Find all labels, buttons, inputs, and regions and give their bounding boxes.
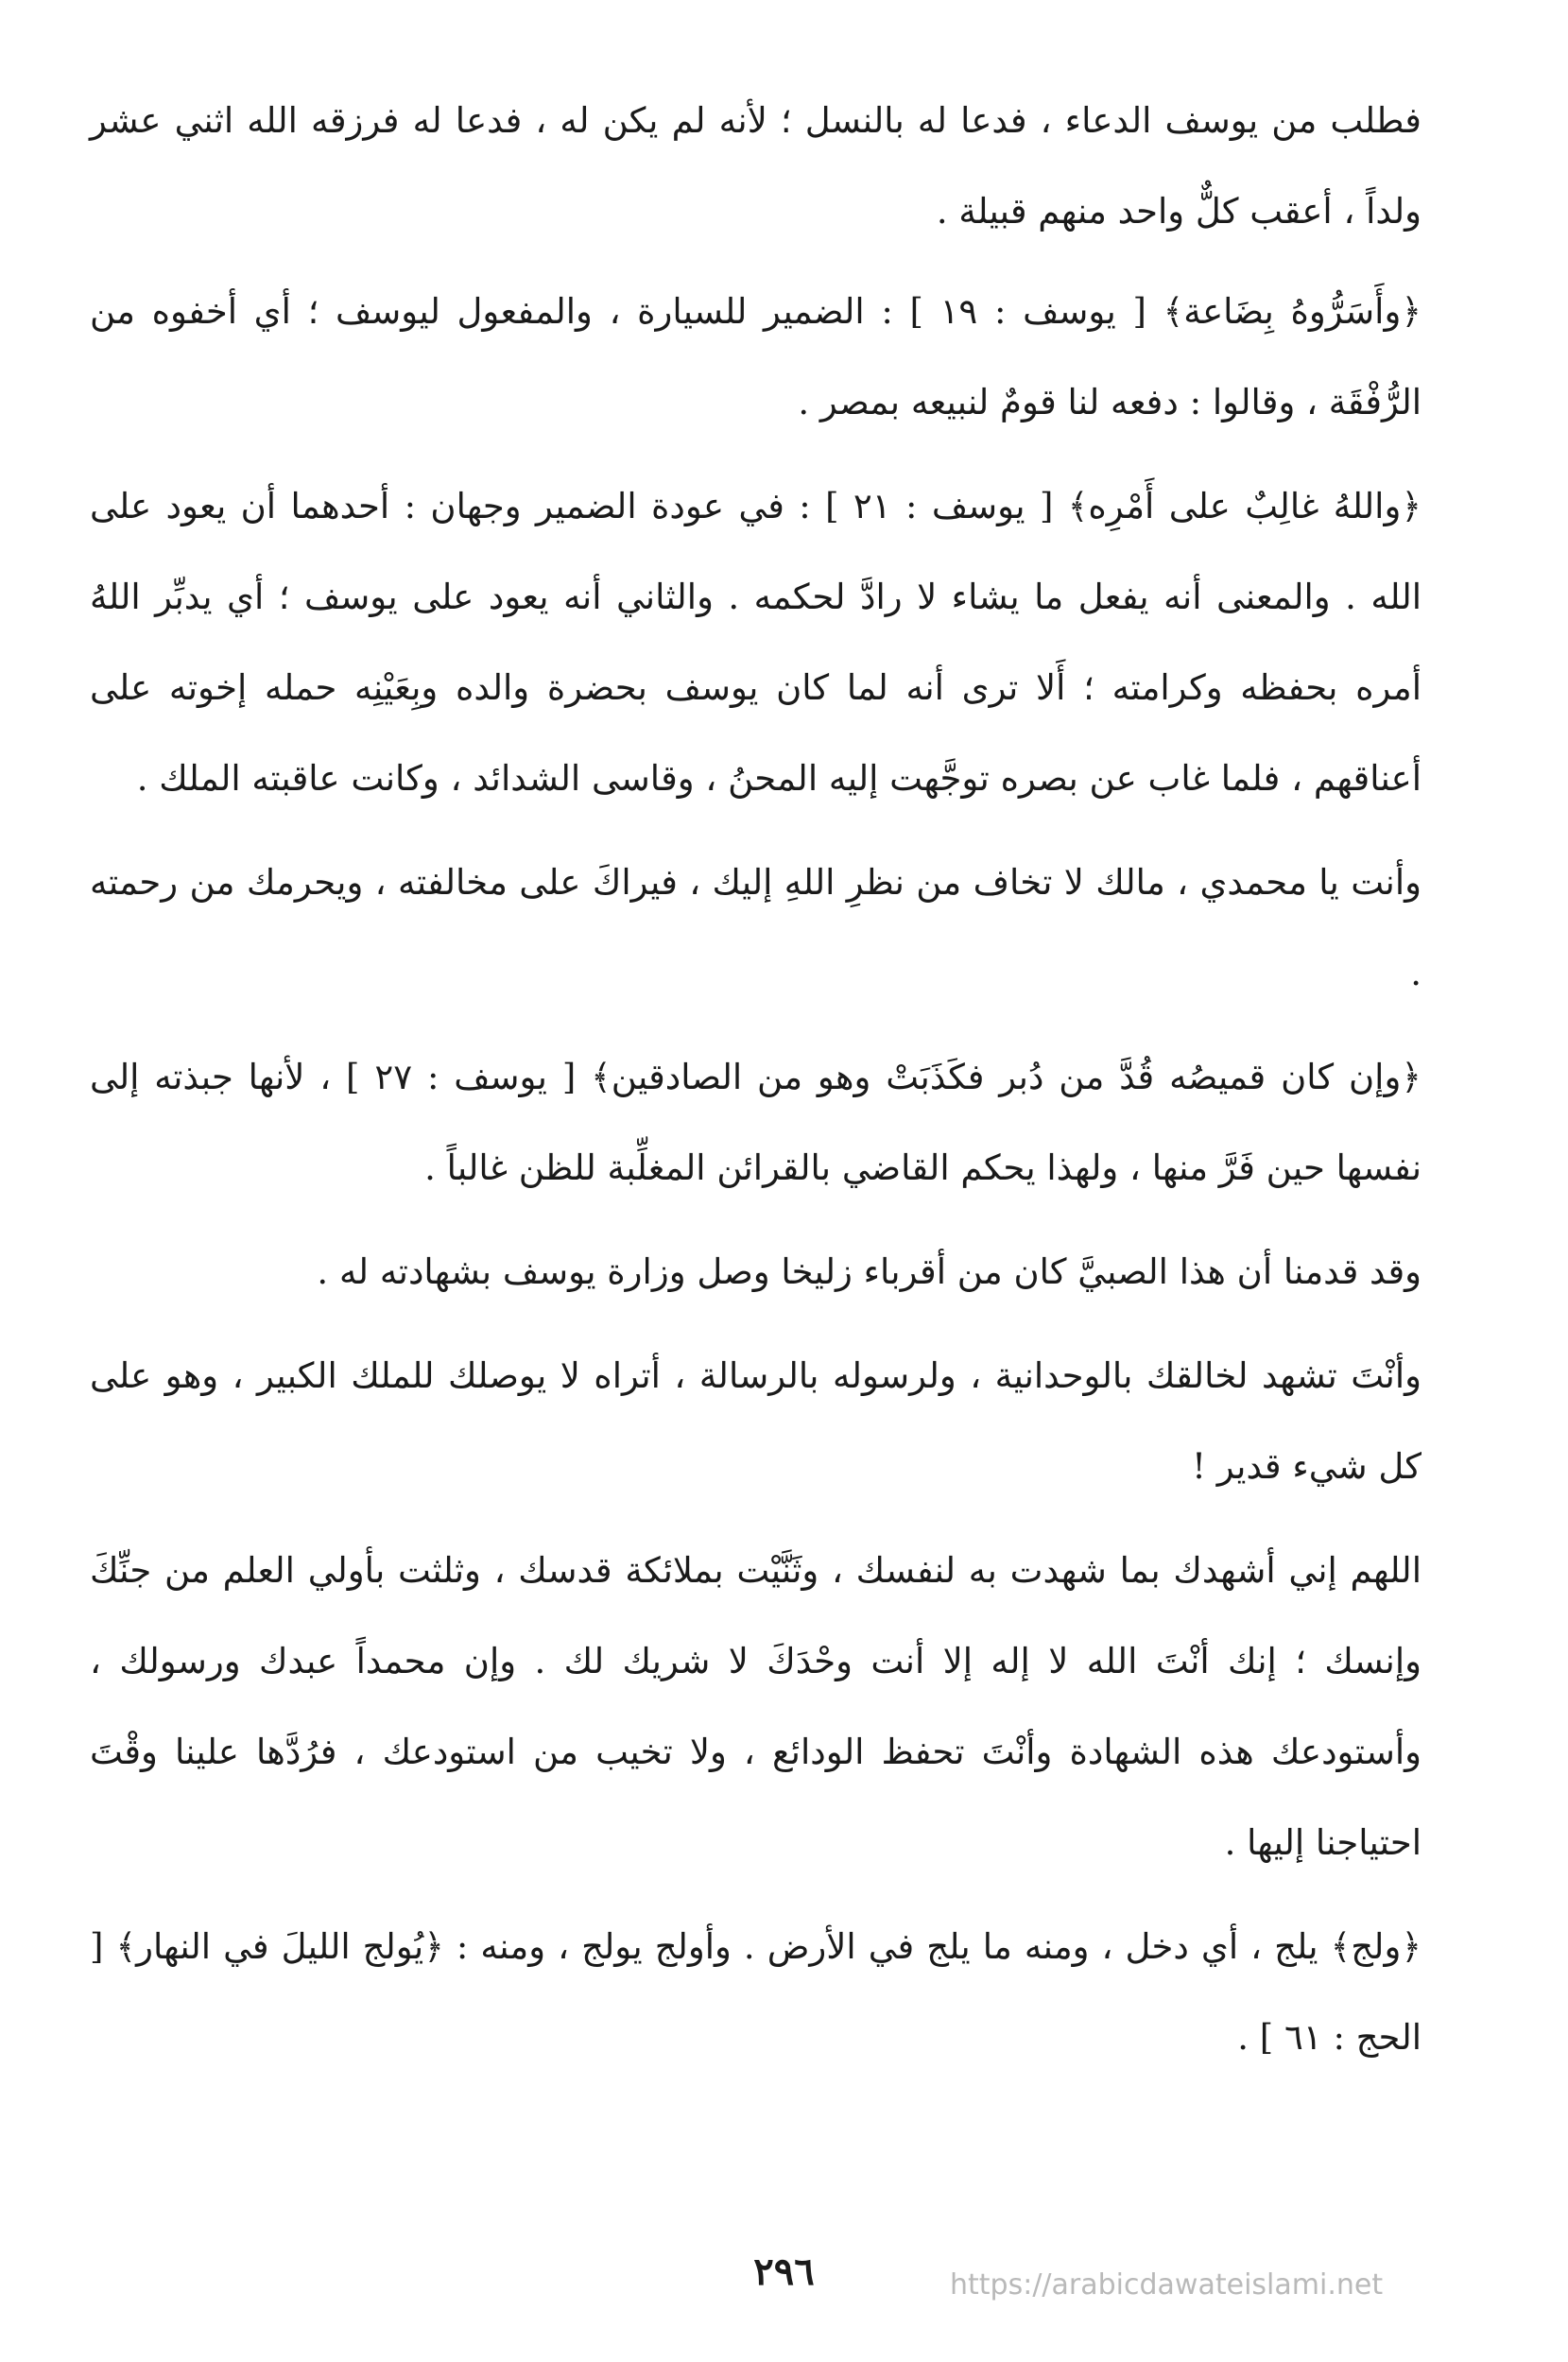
watermark-url: https://arabicdawateislami.net xyxy=(950,2268,1384,2302)
page-number: ٢٩٦ xyxy=(753,2250,815,2294)
paragraph-7: وأنْتَ تشهد لخالقك بالوحدانية ، ولرسوله بالرسالة ، أتراه لا يوصلك للملك الكبير ، وهو على كل شيء قدير ! xyxy=(90,1355,1422,1487)
paragraph-3: ﴿واللهُ غالِبٌ على أَمْرِه﴾ [ يوسف : ٢١ ] : في عودة الضمير وجهان : أحدهما أن يعود على الله . والمعنى أنه يفعل ما يشاء لا رادَّ لحكمه . والثاني أنه يعود على يوسف ؛ أي يدبِّر اللهُ أمره بحفظه وكرامته ؛ أَلا ترى أنه لما كان يوسف بحضرة والده وبِعَيْنِه حمله إخوته على أعناقهم ، فلما غاب عن بصره توجَّهت إليه المحنُ ، وقاسى الشدائد ، وكانت عاقبته الملك . xyxy=(90,486,1422,799)
paragraph-9: ﴿ولج﴾ يلج ، أي دخل ، ومنه ما يلج في الأرض . وأولج يولج ، ومنه : ﴿يُولج الليلَ في النهار﴾ [ الحج : ٦١ ] . xyxy=(90,1926,1422,2058)
paragraph-4: وأنت يا محمدي ، مالك لا تخاف من نظرِ اللهِ إليك ، فيراكَ على مخالفته ، ويحرمك من رحمته . xyxy=(90,862,1422,993)
page-body xyxy=(90,76,1422,2096)
paragraph-1: فطلب من يوسف الدعاء ، فدعا له بالنسل ؛ لأنه لم يكن له ، فدعا له فرزقه الله اثني عشر ولداً ، أعقب كلٌّ واحد منهم قبيلة . xyxy=(90,100,1422,232)
paragraph-8: اللهم إني أشهدك بما شهدت به لنفسك ، وثَنَّيْت بملائكة قدسك ، وثلثت بأولي العلم من جنِّكَ وإنسك ؛ إنك أنْتَ الله لا إله إلا أنت وحْدَكَ لا شريك لك . وإن محمداً عبدك ورسولك ، وأستودعك هذه الشهادة وأنْتَ تحفظ الودائع ، ولا تخيب من استودعك ، فرُدَّها علينا وقْتَ احتياجنا إليها . xyxy=(90,1550,1422,1863)
paragraph-5: ﴿وإن كان قميصُه قُدَّ من دُبر فكَذَبَتْ وهو من الصادقين﴾ [ يوسف : ٢٧ ] ، لأنها جبذته إلى نفسها حين فَرَّ منها ، ولهذا يحكم القاضي بالقرائن المغلِّبة للظن غالباً . xyxy=(90,1057,1422,1188)
paragraph-6: وقد قدمنا أن هذا الصبيَّ كان من أقرباء زليخا وصل وزارة يوسف بشهادته له . xyxy=(317,1251,1422,1292)
paragraph-2: ﴿وأَسَرُّوهُ بِضَاعة﴾ [ يوسف : ١٩ ] : الضمير للسيارة ، والمفعول ليوسف ؛ أي أخفوه من الرُّفْقَة ، وقالوا : دفعه لنا قومٌ لنبيعه بمصر . xyxy=(90,291,1422,422)
